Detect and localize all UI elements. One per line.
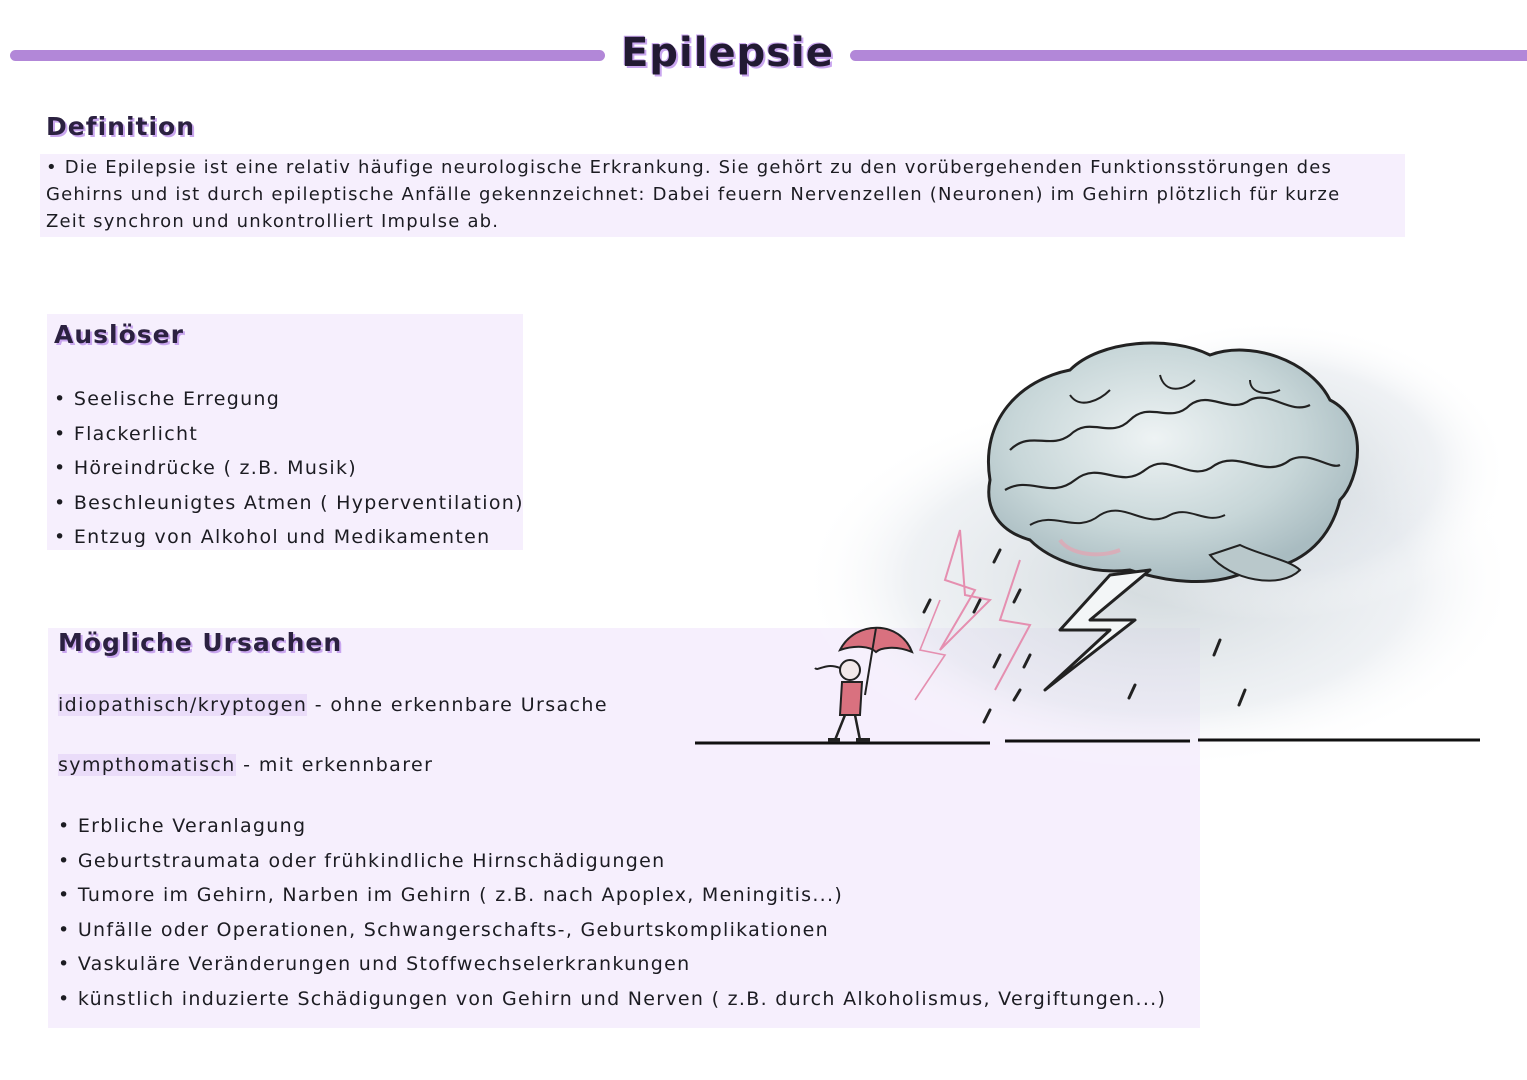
brain-icon	[988, 343, 1357, 582]
ursachen-heading: Mögliche Ursachen	[58, 628, 343, 657]
symptomatisch-line	[58, 754, 433, 776]
list-item: • Geburtstraumata oder frühkindliche Hirnschädigungen	[58, 849, 666, 872]
definition-line-3: Zeit synchron und unkontrolliert Impulse ab.	[46, 211, 500, 232]
page-title: Epilepsie	[621, 30, 834, 76]
list-item: • Beschleunigtes Atmen ( Hyperventilation)	[54, 491, 524, 514]
list-item: • Unfälle oder Operationen, Schwangerschafts-, Geburtskomplikationen	[58, 918, 829, 941]
brain-storm-illustration	[690, 300, 1500, 770]
list-item: • künstlich induzierte Schädigungen von Gehirn und Nerven ( z.B. durch Alkoholismus, Vergiftungen...)	[58, 987, 1167, 1010]
list-item: • Höreindrücke ( z.B. Musik)	[54, 457, 357, 479]
list-item: • Flackerlicht	[54, 422, 199, 445]
list-item: • Tumore im Gehirn, Narben im Gehirn ( z.B. nach Apoplex, Meningitis...)	[58, 884, 844, 906]
ursachen-list	[58, 809, 1166, 1016]
symptomatisch-term: sympthomatisch	[58, 754, 236, 776]
idiopathisch-term: idiopathisch/kryptogen	[58, 694, 308, 716]
list-item: • Vaskuläre Veränderungen und Stoffwechselerkrankungen	[58, 953, 691, 975]
list-item: • Entzug von Alkohol und Medikamenten	[54, 526, 491, 548]
definition-line-2: Gehirns und ist durch epileptische Anfälle gekennzeichnet: Dabei feuern Nervenzellen (Neuronen) im Gehirn plötzlich für kurze	[46, 184, 1341, 205]
idiopathisch-line	[58, 694, 608, 716]
definition-line-1: • Die Epilepsie ist eine relativ häufige neurologische Erkrankung. Sie gehört zu den vorübergehenden Funktionsstörungen des	[46, 157, 1333, 178]
header-rule-left	[10, 50, 605, 61]
list-item: • Erbliche Veranlagung	[58, 815, 307, 837]
header-rule-right	[850, 50, 1527, 61]
definition-heading: Definition	[46, 112, 196, 141]
symptomatisch-desc: - mit erkennbarer	[235, 754, 434, 776]
definition-box	[40, 154, 1405, 237]
ausloeser-heading: Auslöser	[54, 320, 184, 349]
idiopathisch-desc: - ohne erkennbare Ursache	[307, 694, 608, 716]
ausloeser-list	[54, 382, 524, 555]
list-item: • Seelische Erregung	[54, 388, 281, 410]
